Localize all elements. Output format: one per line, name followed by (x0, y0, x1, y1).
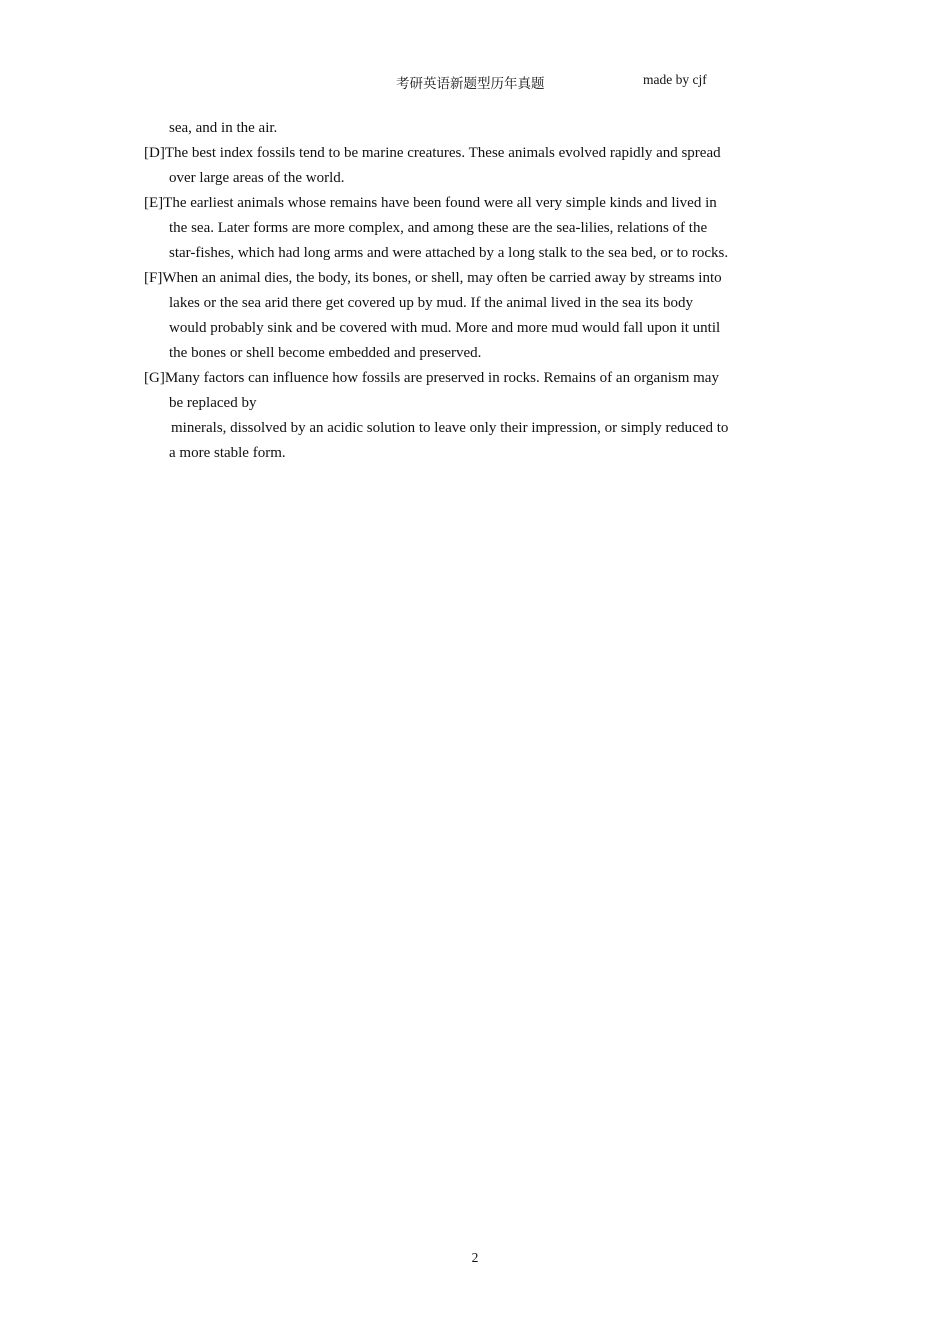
header-title: 考研英语新题型历年真题 (396, 76, 545, 91)
paragraph-option-f (144, 266, 804, 366)
text-line: would probably sink and be covered with mud. More and more mud would fall upon it until (169, 320, 721, 336)
text-line: the sea. Later forms are more complex, and among these are the sea-lilies, relations of the (169, 220, 708, 236)
text-line: lakes or the sea arid there get covered up by mud. If the animal lived in the sea its body (169, 295, 693, 311)
document-body (144, 116, 804, 466)
text-line: be replaced by (169, 395, 257, 411)
page-header (0, 72, 950, 92)
text-line: minerals, dissolved by an acidic solution to leave only their impression, or simply reduced to (171, 420, 729, 436)
text-line: sea, and in the air. (169, 120, 278, 136)
text-line: [D]The best index fossils tend to be marine creatures. These animals evolved rapidly and spread (144, 145, 721, 161)
header-author: made by cjf (643, 72, 707, 87)
text-line: the bones or shell become embedded and preserved. (169, 345, 482, 361)
text-line: star-fishes, which had long arms and were attached by a long stalk to the sea bed, or to rocks. (169, 245, 729, 261)
text-line: over large areas of the world. (169, 170, 345, 186)
text-line: a more stable form. (169, 445, 286, 461)
page-number: 2 (471, 1250, 479, 1265)
text-line: [E]The earliest animals whose remains have been found were all very simple kinds and lived in (144, 195, 717, 211)
text-line: [G]Many factors can influence how fossils are preserved in rocks. Remains of an organism may (144, 370, 719, 386)
paragraph-option-g (144, 366, 804, 466)
text-line: [F]When an animal dies, the body, its bones, or shell, may often be carried away by streams into (144, 270, 722, 286)
paragraph-option-d (144, 141, 804, 191)
paragraph-continuation (144, 116, 804, 141)
paragraph-option-e (144, 191, 804, 266)
